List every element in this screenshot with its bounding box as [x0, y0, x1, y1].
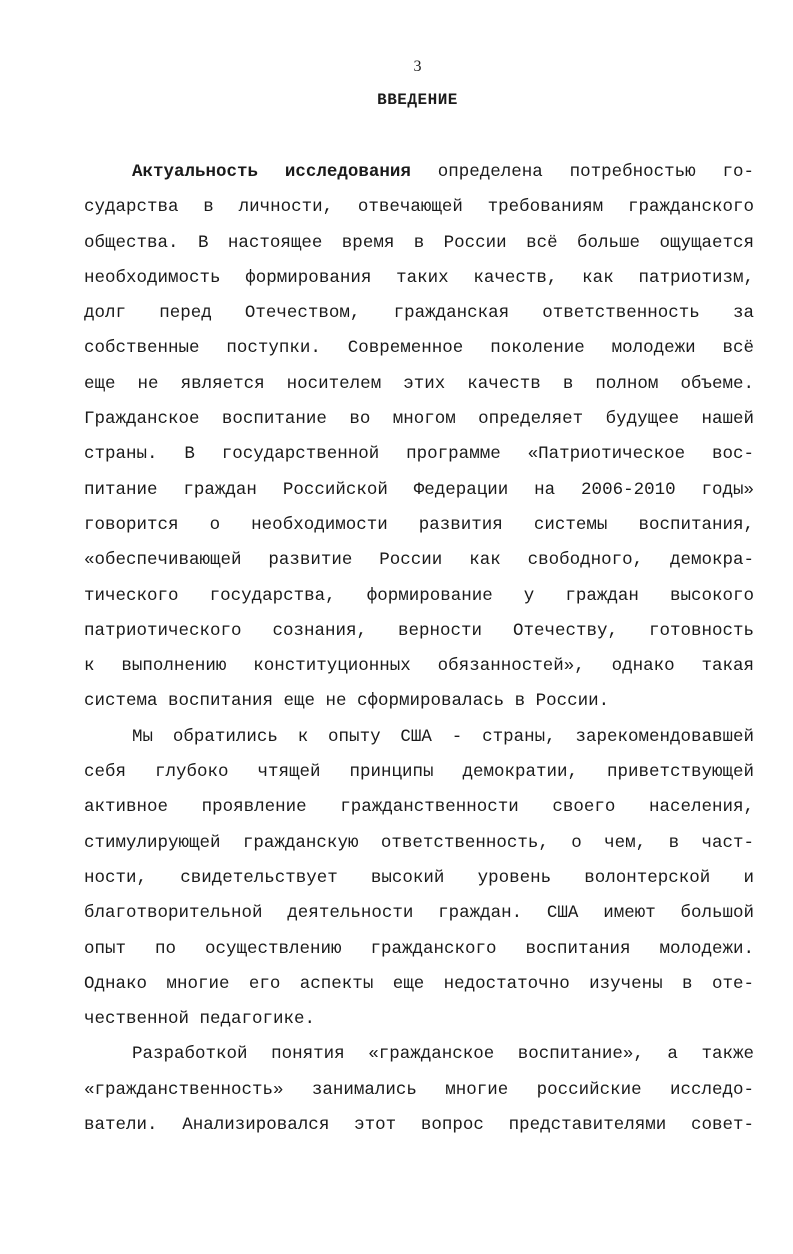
- paragraph-line: к выполнению конституционных обязанностей», однако такая: [84, 656, 754, 677]
- paragraph-line: тического государства, формирование у граждан высокого: [84, 585, 754, 606]
- paragraph-line: ватели. Анализировался этот вопрос представителями совет-: [84, 1115, 754, 1136]
- paragraph-line: «гражданственность» занимались многие российские исследо-: [84, 1079, 754, 1100]
- paragraph-line: Мы обратились к опыту США - страны, зарекомендовавшей: [132, 726, 754, 747]
- paragraph-line: патриотического сознания, верности Отечеству, готовность: [84, 620, 754, 641]
- page-number: 3: [413, 58, 422, 75]
- paragraph-line: «обеспечивающей развитие России как свободного, демокра-: [84, 550, 754, 571]
- document-body: [84, 158, 754, 1146]
- paragraph-line: себя глубоко чтящей принципы демократии, приветствующей: [84, 762, 754, 783]
- paragraph-line: Разработкой понятия «гражданское воспитание», а также: [132, 1044, 754, 1065]
- paragraph-line-text: определена потребностью го-: [410, 162, 754, 182]
- paragraph-line: долг перед Отечеством, гражданская ответственность за: [84, 303, 754, 324]
- paragraph-line: ности, свидетельствует высокий уровень волонтерской и: [84, 867, 754, 888]
- paragraph-line: система воспитания еще не сформировалась в России.: [84, 691, 610, 712]
- paragraph-line: стимулирующей гражданскую ответственность, о чем, в част-: [84, 832, 754, 853]
- paragraph-lead: Актуальность исследования: [132, 162, 411, 182]
- paragraph-line: Однако многие его аспекты еще недостаточно изучены в оте-: [84, 973, 754, 994]
- paragraph-line: говорится о необходимости развития системы воспитания,: [84, 514, 754, 535]
- paragraph-line: чественной педагогике.: [84, 1009, 316, 1030]
- paragraph-line: активное проявление гражданственности своего населения,: [84, 797, 754, 818]
- paragraph-line: благотворительной деятельности граждан. США имеют большой: [84, 903, 754, 924]
- paragraph-line: [84, 158, 754, 193]
- paragraph-line: опыт по осуществлению гражданского воспитания молодежи.: [84, 938, 754, 959]
- section-heading: ВВЕДЕНИЕ: [377, 91, 458, 109]
- paragraph-line: питание граждан Российской Федерации на 2006-2010 годы»: [84, 479, 754, 500]
- paragraph-line: собственные поступки. Современное поколение молодежи всё: [84, 338, 754, 359]
- paragraph-line: общества. В настоящее время в России всё больше ощущается: [84, 232, 754, 253]
- paragraph-line: необходимость формирования таких качеств, как патриотизм,: [84, 267, 754, 288]
- paragraph-line: сударства в личности, отвечающей требованиям гражданского: [84, 197, 754, 218]
- paragraph-line: еще не является носителем этих качеств в полном объеме.: [84, 373, 754, 394]
- paragraph-line: страны. В государственной программе «Патриотическое вос-: [84, 444, 754, 465]
- paragraph-line: Гражданское воспитание во многом определяет будущее нашей: [84, 409, 754, 430]
